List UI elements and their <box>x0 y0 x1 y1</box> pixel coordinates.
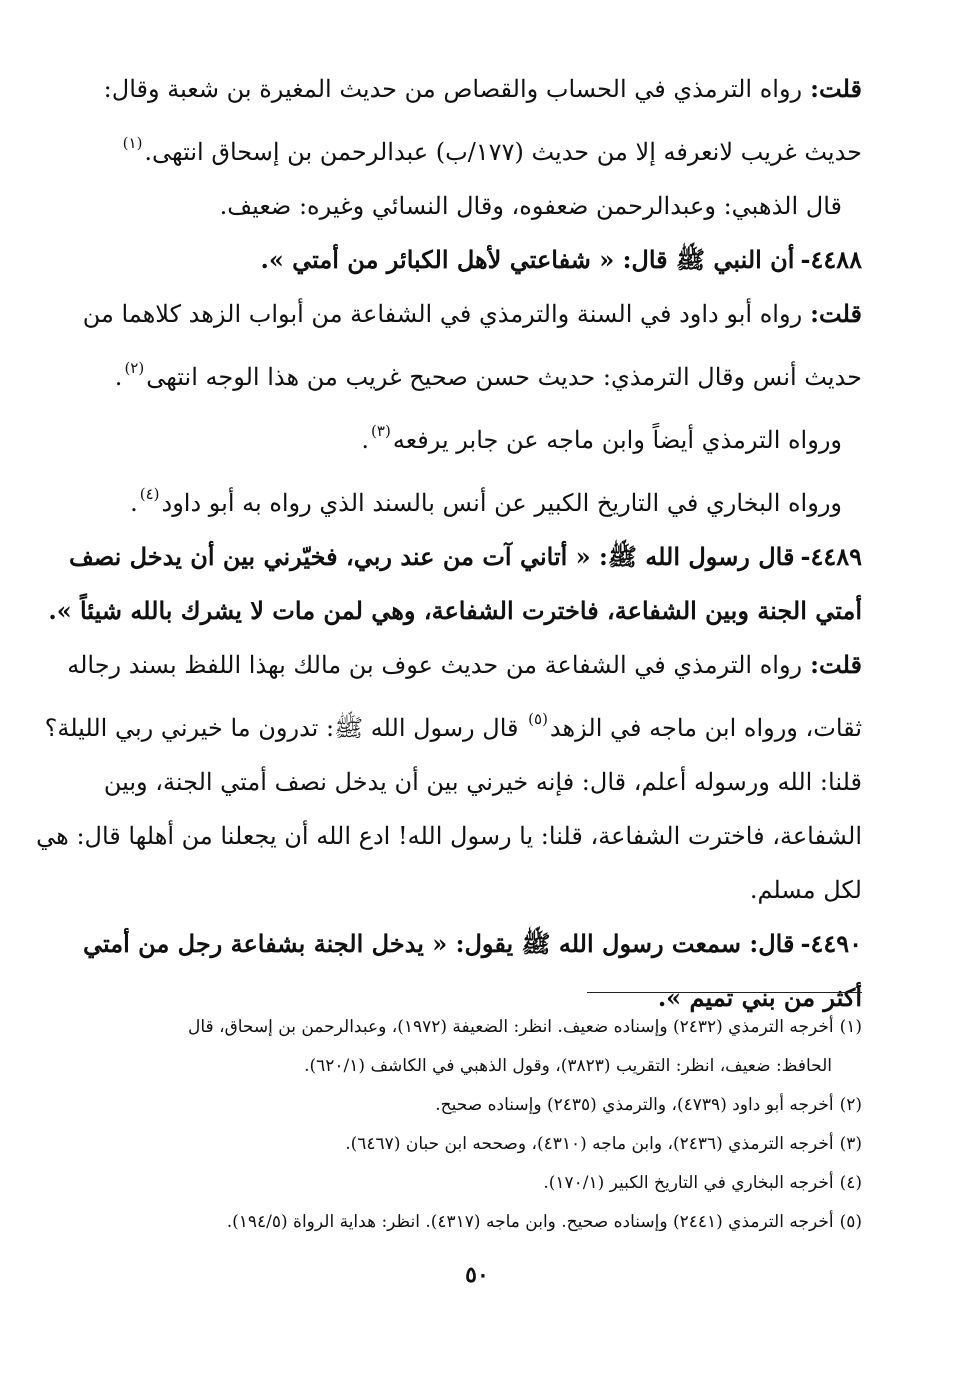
comment-line: لكل مسلم. <box>749 876 862 904</box>
comment-line: ورواه البخاري في التاريخ الكبير عن أنس بالسند الذي رواه به أبو داود$^{(٤)}$. <box>130 485 842 517</box>
footnote-ref: (٤) <box>139 485 160 503</box>
comment-line: حديث أنس وقال الترمذي: حديث حسن صحيح غريب من هذا الوجه انتهى$^{(٢)}$. <box>114 359 862 391</box>
footnote-1: (١)أخرجه الترمذي (٢٤٣٢) وإسناده ضعيف. انظر: الضعيفة (١٩٧٢)، وعبدالرحمن بن إسحاق، قال <box>188 1017 862 1037</box>
qultu-label: قلت: <box>810 650 862 679</box>
comment-line: ورواه الترمذي أيضاً وابن ماجه عن جابر يرفعه$^{(٣)}$. <box>361 422 842 454</box>
hadith-number: ٤٤٨٨- <box>800 245 862 274</box>
hadith-number: ٤٤٨٩- <box>800 542 862 571</box>
page-number: ٥٠ <box>465 1262 489 1288</box>
footnotes <box>100 1008 862 1242</box>
comment-line: قلت:رواه أبو داود في السنة والترمذي في الشفاعة من أبواب الزهد كلاهما من <box>82 299 862 328</box>
hadith-4488: ٤٤٨٨-أن النبي ﷺ قال: « شفاعتي لأهل الكبائر من أمتي ». <box>260 245 862 274</box>
footnote-ref: (٥) <box>528 710 548 728</box>
qultu-label: قلت: <box>810 74 862 103</box>
comment-line: قلنا: الله ورسوله أعلم، قال: فإنه خيرني بين أن يدخل نصف أمتي الجنة، وبين <box>103 768 862 796</box>
footnote-3: (٣)أخرجه الترمذي (٢٤٣٦)، وابن ماجه (٤٣١٠)، وصححه ابن حبان (٦٤٦٧). <box>345 1134 862 1154</box>
comment-line: قلت:رواه الترمذي في الشفاعة من حديث عوف بن مالك بهذا اللفظ بسند رجاله <box>67 650 862 679</box>
footnote-5: (٥)أخرجه الترمذي (٢٤٤١) وإسناده صحيح. وابن ماجه (٤٣١٧). انظر: هداية الرواة (١٩٤/٥). <box>226 1212 862 1232</box>
hadith-4490-cont: أكثر من بني تميم ». <box>657 983 862 1012</box>
hadith-4489: ٤٤٨٩-قال رسول الله ﷺ: « أتاني آت من عند ربي، فخيّرني بين أن يدخل نصف <box>68 542 862 571</box>
comment-line: ثقات، ورواه ابن ماجه في الزهد$^{(٥)}$ قال رسول الله ﷺ: تدرون ما خيرني ربي الليلة؟ <box>44 710 862 742</box>
main-text <box>36 62 862 1025</box>
comment-line: قلت:رواه الترمذي في الحساب والقصاص من حديث المغيرة بن شعبة وقال: <box>103 74 862 103</box>
hadith-4489-cont: أمتي الجنة وبين الشفاعة، فاخترت الشفاعة، وهي لمن مات لا يشرك بالله شيئاً ». <box>48 596 862 625</box>
hadith-4490: ٤٤٩٠-قال: سمعت رسول الله ﷺ يقول: « يدخل الجنة بشفاعة رجل من أمتي <box>83 929 862 958</box>
footnote-divider <box>587 992 862 993</box>
footnote-4: (٤)أخرجه البخاري في التاريخ الكبير (١٧٠/١). <box>543 1173 862 1193</box>
comment-line: الشفاعة، فاخترت الشفاعة، قلنا: يا رسول الله! ادع الله أن يجعلنا من أهلها قال: هي <box>36 822 862 850</box>
footnote-ref: (٢) <box>124 359 145 377</box>
comment-line: قال الذهبي: وعبدالرحمن ضعفوه، وقال النسائي وغيره: ضعيف. <box>219 192 842 220</box>
footnote-ref: (١) <box>122 134 143 152</box>
comment-line: حديث غريب لانعرفه إلا من حديث (١٧٧/ب) عبدالرحمن بن إسحاق انتهى.$^{(١)}$ <box>122 134 862 166</box>
qultu-label: قلت: <box>810 299 862 328</box>
hadith-number: ٤٤٩٠- <box>800 929 862 958</box>
footnote-1-cont: الحافظ: ضعيف، انظر: التقريب (٣٨٢٣)، وقول الذهبي في الكاشف (٦٢٠/١). <box>304 1056 832 1076</box>
footnote-ref: (٣) <box>371 422 391 440</box>
footnote-2: (٢)أخرجه أبو داود (٤٧٣٩)، والترمذي (٢٤٣٥) وإسناده صحيح. <box>435 1095 862 1115</box>
